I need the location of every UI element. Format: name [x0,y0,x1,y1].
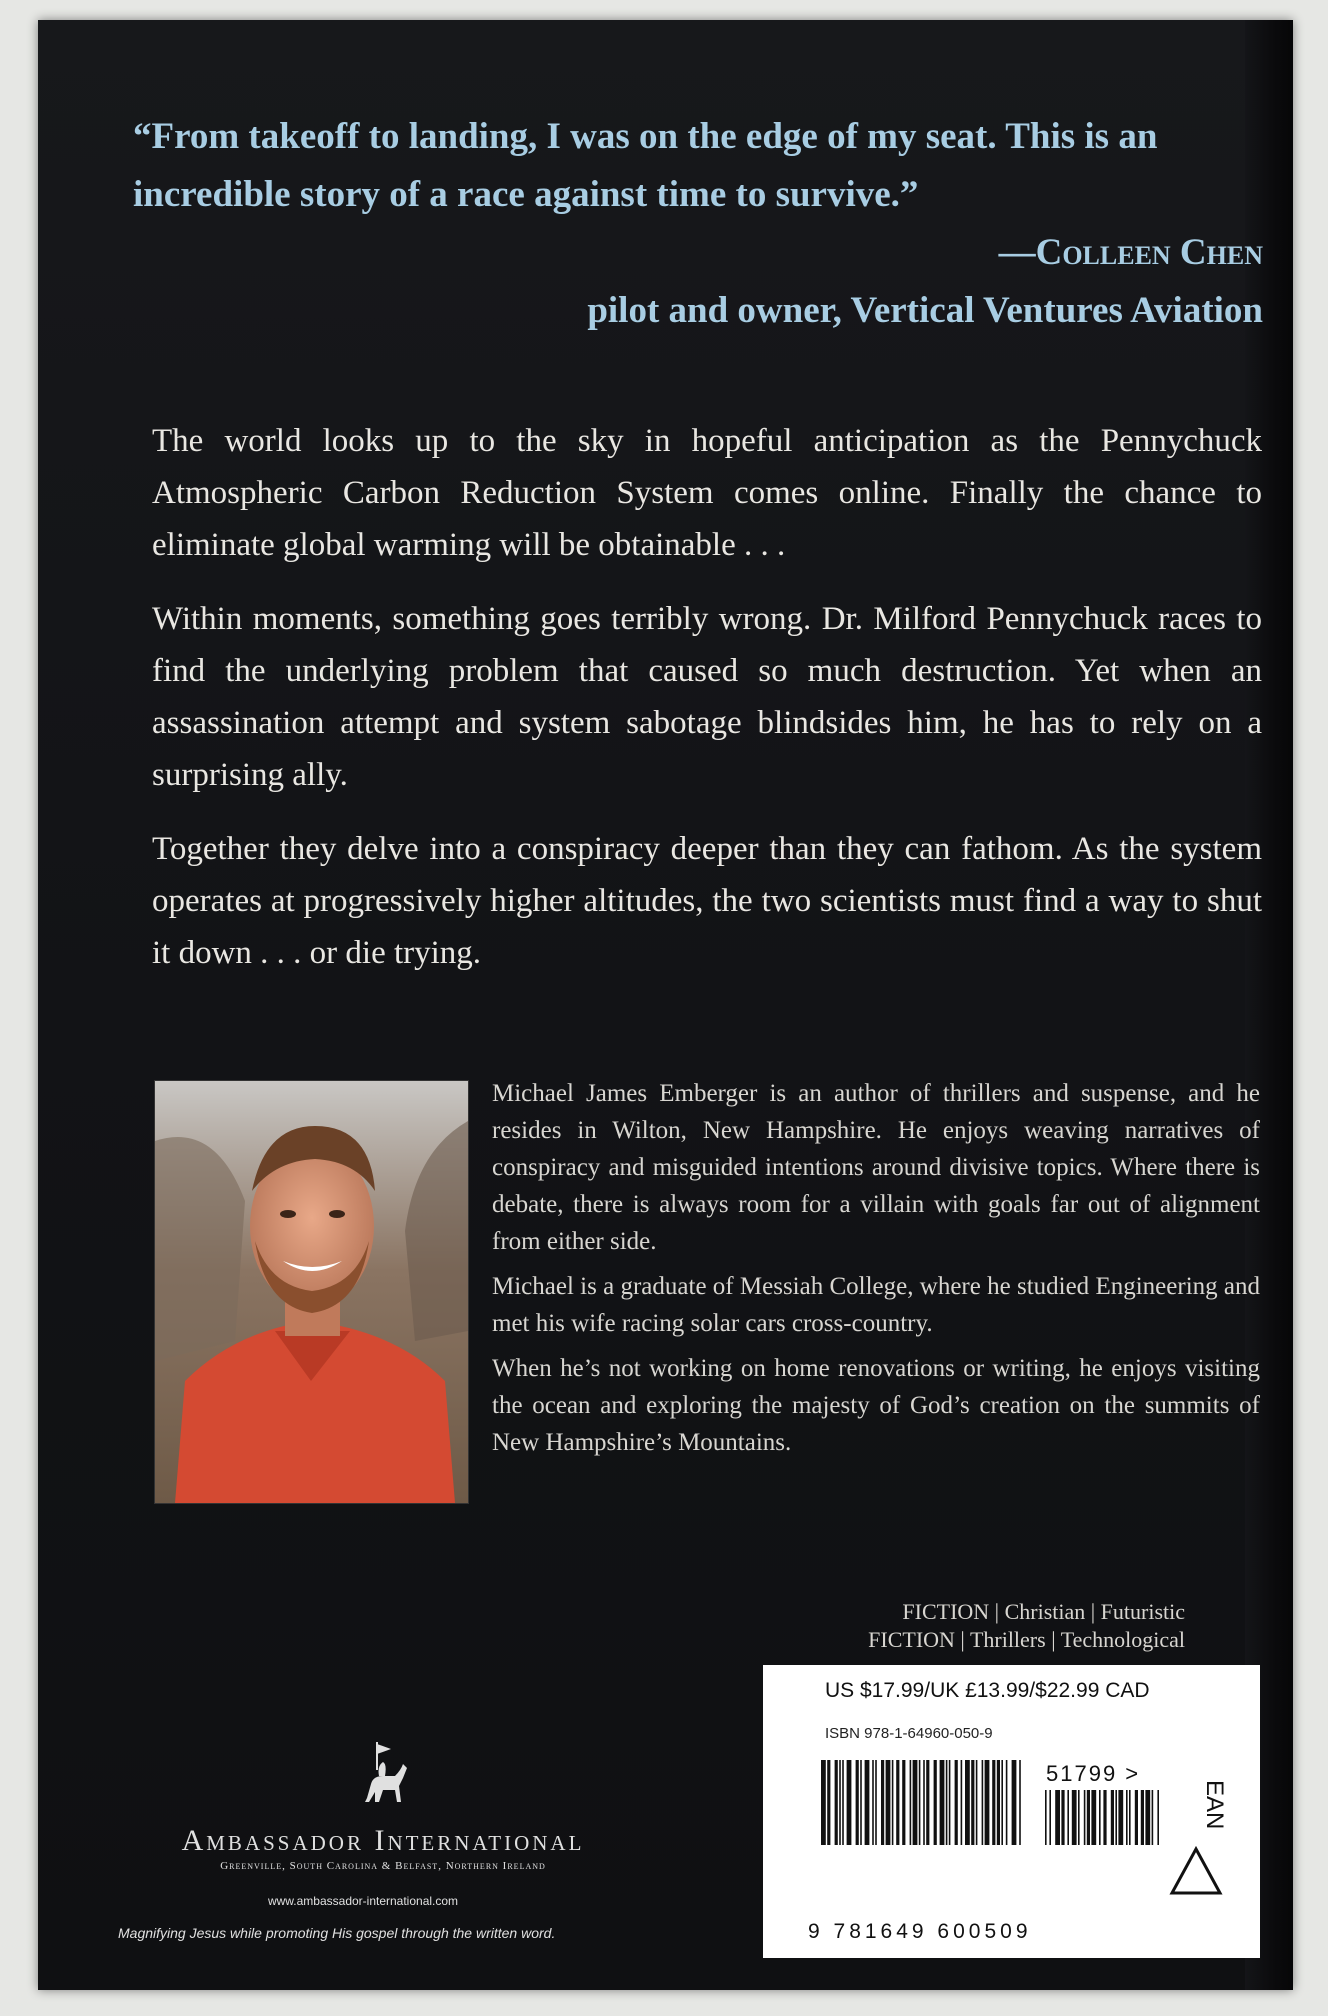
publisher-website: www.ambassador-international.com [267,1894,459,1908]
publisher-name: Ambassador International [181,1824,585,1857]
barcode-bars [763,1665,1263,1845]
book-synopsis [152,415,1262,1001]
barcode-bar [940,1760,945,1845]
quote-author-title: pilot and owner, Vertical Ventures Aviation [587,290,1263,331]
barcode-bar [919,1760,921,1845]
barcode-bar [835,1760,838,1845]
bio-paragraph: Michael is a graduate of Messiah College, where he studied Engineering and met his wife racing solar cars cross-country. [492,1273,1260,1337]
endorsement-quote [133,108,1263,340]
barcode-bar [847,1760,852,1845]
category-line: FICTION | Christian | Futuristic [902,1599,1185,1624]
barcode-bar [896,1760,899,1845]
barcode-addon-bar [1111,1790,1114,1845]
barcode-bar [926,1760,929,1845]
barcode-bar [955,1760,958,1845]
barcode-bar [875,1760,877,1845]
barcode-addon-bar [1087,1790,1090,1845]
synopsis-paragraph: The world looks up to the sky in hopeful anticipation as the Pennychuck Atmospheric Carbon Reduction System comes online. Finally the chance to eliminate global warming will be obtainable . . . [152,423,1262,563]
barcode-addon-bar [1099,1790,1101,1845]
barcode-addon-bar [1072,1790,1077,1845]
barcode-bar [842,1760,844,1845]
category-line: FICTION | Thrillers | Technological [868,1627,1185,1652]
publisher-tagline: Magnifying Jesus while promoting His gospel through the written word. [118,1925,556,1941]
barcode-bar [860,1760,862,1845]
barcode-bar [913,1760,918,1845]
barcode-addon-bar [1084,1790,1086,1845]
barcode-addon-bar [1091,1790,1096,1845]
publisher-horse-logo-icon [353,1740,413,1812]
barcode-addon-bar [1045,1790,1047,1845]
barcode-bar [1001,1760,1003,1845]
isbn-text: ISBN 978-1-64960-050-9 [825,1725,993,1742]
barcode-addon-bar [1118,1790,1123,1845]
barcode-addon-bar [1135,1790,1138,1845]
quote-text: “From takeoff to landing, I was on the edge of my seat. This is an incredible story of a race against time to survive.” [133,116,1158,215]
barcode-bar [881,1760,884,1845]
synopsis-paragraph: Within moments, something goes terribly wrong. Dr. Milford Pennychuck races to find the underlying problem that caused so much destruction. Yet when an assassination attempt and system sabotage blindsides him, he has to rely on a surprising ally. [152,601,1262,793]
barcode-bar [946,1760,948,1845]
barcode-addon-bar [1078,1790,1080,1845]
barcode-bar [872,1760,874,1845]
barcode-addon-bar [1141,1790,1144,1845]
barcode-bar [982,1760,984,1845]
book-back-cover [38,20,1293,1990]
barcode-bar [971,1760,974,1845]
barcode-addon-bar [1145,1790,1150,1845]
synopsis-paragraph: Together they delve into a conspiracy deeper than they can fathom. As the system operates at progressively higher altitudes, the two scientists must find a way to shut it down . . . or die trying. [152,831,1262,971]
ean-triangle-icon [1168,1845,1224,1897]
barcode-bar [934,1760,937,1845]
barcode-addon-bar [1049,1790,1051,1845]
barcode-bar [985,1760,990,1845]
barcode-bar [965,1760,970,1845]
barcode-bar [856,1760,859,1845]
barcode-bar [865,1760,870,1845]
barcode-addon-bar [1103,1790,1106,1845]
barcode-bar [839,1760,841,1845]
barcode-addon-bar [1061,1790,1064,1845]
barcode-bar [892,1760,894,1845]
barcode-bar [902,1760,905,1845]
barcode-label [763,1665,1260,1958]
barcode-bar [923,1760,925,1845]
ean-label: EAN [1201,1780,1228,1830]
barcode-addon-bar [1152,1790,1154,1845]
barcode-number: 9 781649 600509 [808,1920,1032,1943]
barcode-addon-bar [1115,1790,1117,1845]
barcode-bar [961,1760,963,1845]
price-code-text: 51799 > [1046,1761,1141,1786]
bio-paragraph: When he’s not working on home renovations or writing, he enjoys visiting the ocean and exploring the majesty of God’s creation on the summits of New Hampshire’s Mountains. [492,1355,1260,1456]
author-portrait-image [155,1081,468,1503]
genre-categories [868,1598,1185,1654]
bio-paragraph: Michael James Emberger is an author of thrillers and suspense, and he resides in Wilton, New Hampshire. He enjoys weaving narratives of conspiracy and misguided intentions around divisive topics. Where there is debate, there is always room for a villain with goals far out of alignment from either side. [492,1080,1260,1255]
author-bio [492,1075,1260,1469]
barcode-bar [827,1760,830,1845]
author-photo [154,1080,469,1504]
barcode-bar [1006,1760,1008,1845]
barcode-addon-bar [1055,1790,1060,1845]
barcode-bar [992,1760,995,1845]
barcode-addon-bar [1129,1790,1131,1845]
publisher-location: Greenville, South Carolina & Belfast, Northern Ireland [220,1860,546,1872]
barcode-bar [821,1760,826,1845]
barcode-bar [1019,1760,1021,1845]
barcode-addon-bar [1126,1790,1128,1845]
barcode-addon-bar [1067,1790,1069,1845]
barcode-bar [910,1760,912,1845]
barcode-bar [886,1760,891,1845]
barcode-bar [1012,1760,1017,1845]
barcode-bar [949,1760,951,1845]
publisher-block [118,1740,648,1908]
barcode-bar [976,1760,978,1845]
barcode-bar [997,1760,1000,1845]
quote-author: —Colleen Chen [998,232,1263,273]
barcode-addon-bar [1157,1790,1159,1845]
price-text: US $17.99/UK £13.99/$22.99 CAD [825,1679,1150,1702]
